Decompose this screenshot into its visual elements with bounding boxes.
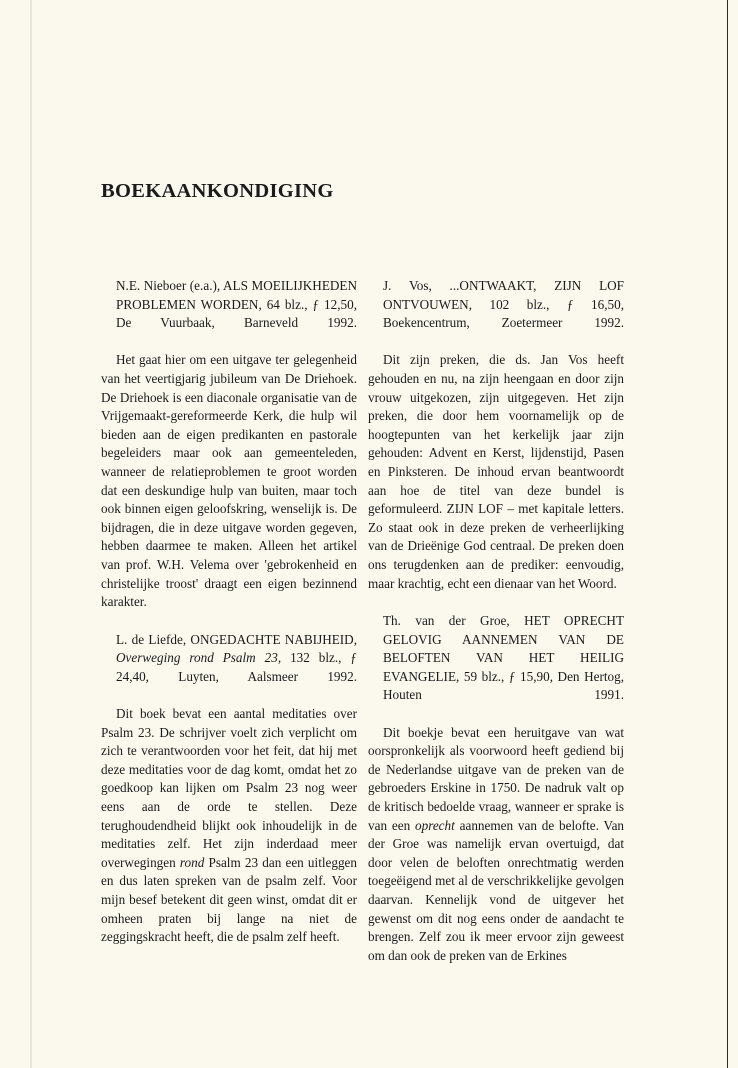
review-4-body-a: Dit boekje bevat een heruitgave van wat oorspronkelijk als voorwoord heeft gediend bij de Nederlandse uitgave van de preken van de gebroeders Erskine in 1750. De nadruk valt op de kritisch bedoelde vraag, wanneer er sprake is van een (368, 724, 624, 833)
right-column (368, 277, 624, 965)
page-shadow-left (30, 0, 32, 1068)
review-4-body-b: aannemen van de belofte. Van der Groe was namelijk ervan overtuigd, dat door velen de beloften onrechtmatig werden toegeëigend met al de verschrikkelijke gevolgen daarvan. Kennelijk vond de uitgever het gewenst om dit nog eens onder de aandacht te brengen. Zelf zou ik meer ervoor zijn geweest om dan ook de preken van de Erkines (368, 817, 625, 963)
review-2-citation-details: 132 blz., ƒ 24,40, Luyten, Aalsmeer 1992. (116, 650, 357, 684)
review-2-body (101, 705, 357, 947)
review-2-citation-author: L. de Liefde, ONGEDACHTE NABIJHEID, (116, 631, 357, 647)
review-3-citation: J. Vos, ...ONTWAAKT, ZIJN LOF ONTVOUWEN, 102 blz., ƒ 16,50, Boekencentrum, Zoetermeer 1992. (383, 278, 624, 331)
page-edge-right (727, 0, 728, 1068)
review-2-body-b: Psalm 23 dan een uitleggen en dus laten spreken van de psalm zelf. Voor mijn besef betekent dit geen winst, omdat dit er omheen praten bij lange na niet de zeggingskracht heeft, die de psalm zelf heeft. (101, 854, 358, 945)
review-1-citation: N.E. Nieboer (e.a.), ALS MOEILIJKHEDEN PROBLEMEN WORDEN, 64 blz., ƒ 12,50, De Vuurbaak, Barneveld 1992. (116, 278, 357, 331)
left-column (101, 277, 357, 947)
review-1-body: Het gaat hier om een uitgave ter gelegenheid van het veertigjarig jubileum van De Driehoek. De Driehoek is een diaconale organisatie van de Vrijgemaakt-gereformeerde Kerk, die hulp wil bieden aan de eigen predikanten en pastorale begeleiders maar ook aan gemeenteleden, wanneer de relatieproblemen te groot worden dat een deskundige hulp van buiten, maar toch ook binnen eigen geloofskring, wenselijk is. De bijdragen, die in deze uitgave worden gegeven, hebben daarmee te maken. Alleen het artikel van prof. W.H. Velema over 'gebrokenheid en christelijke troost' draagt een eigen bezinnend karakter. (101, 352, 357, 610)
review-4-body (368, 724, 624, 966)
review-2-body-italic: rond (179, 854, 205, 870)
review-2-body-a: Dit boek bevat een aantal meditaties over Psalm 23. De schrijver voelt zich verplicht om zich te verantwoorden voor het feit, dat hij met deze meditaties voor de dag komt, omdat het zo goedkoop kan lijken om Psalm 23 nog weer eens aan de orde te stellen. Deze terughoudendheid blijkt ook inhoudelijk in de meditaties zelf. Het zijn inderdaad meer overwegingen (101, 706, 357, 870)
review-2-citation (116, 631, 357, 705)
review-3-body: Dit zijn preken, die ds. Jan Vos heeft gehouden en nu, na zijn heengaan en door zijn vrouw uitgekozen, zijn uitgegeven. Het zijn preken, die door hem voornamelijk op de hoogtepunten van het kerkelijk jaar zijn gehouden: Advent en Kerst, lijdenstijd, Pasen en Pinksteren. De inhoud ervan beantwoordt aan hoe de titel van deze bundel is geformuleerd. ZIJN LOF – met kapitale letters. Zo staat ook in deze preken de verheerlijking van de Drieënige God centraal. De preken doen ons terugdenken aan de prediker: eenvoudig, maar krachtig, echt een dienaar van het Woord. (368, 352, 624, 591)
review-4-body-italic: oprecht (415, 817, 455, 833)
review-2-citation-subtitle: Overweging rond Psalm 23, (116, 650, 282, 666)
review-4-citation: Th. van der Groe, HET OPRECHT GELOVIG AANNEMEN VAN DE BELOFTEN VAN HET HEILIG EVANGELIE, 59 blz., ƒ 15,90, Den Hertog, Houten 1991. (383, 613, 624, 703)
page-heading: BOEKAANKONDIGING (101, 180, 334, 202)
